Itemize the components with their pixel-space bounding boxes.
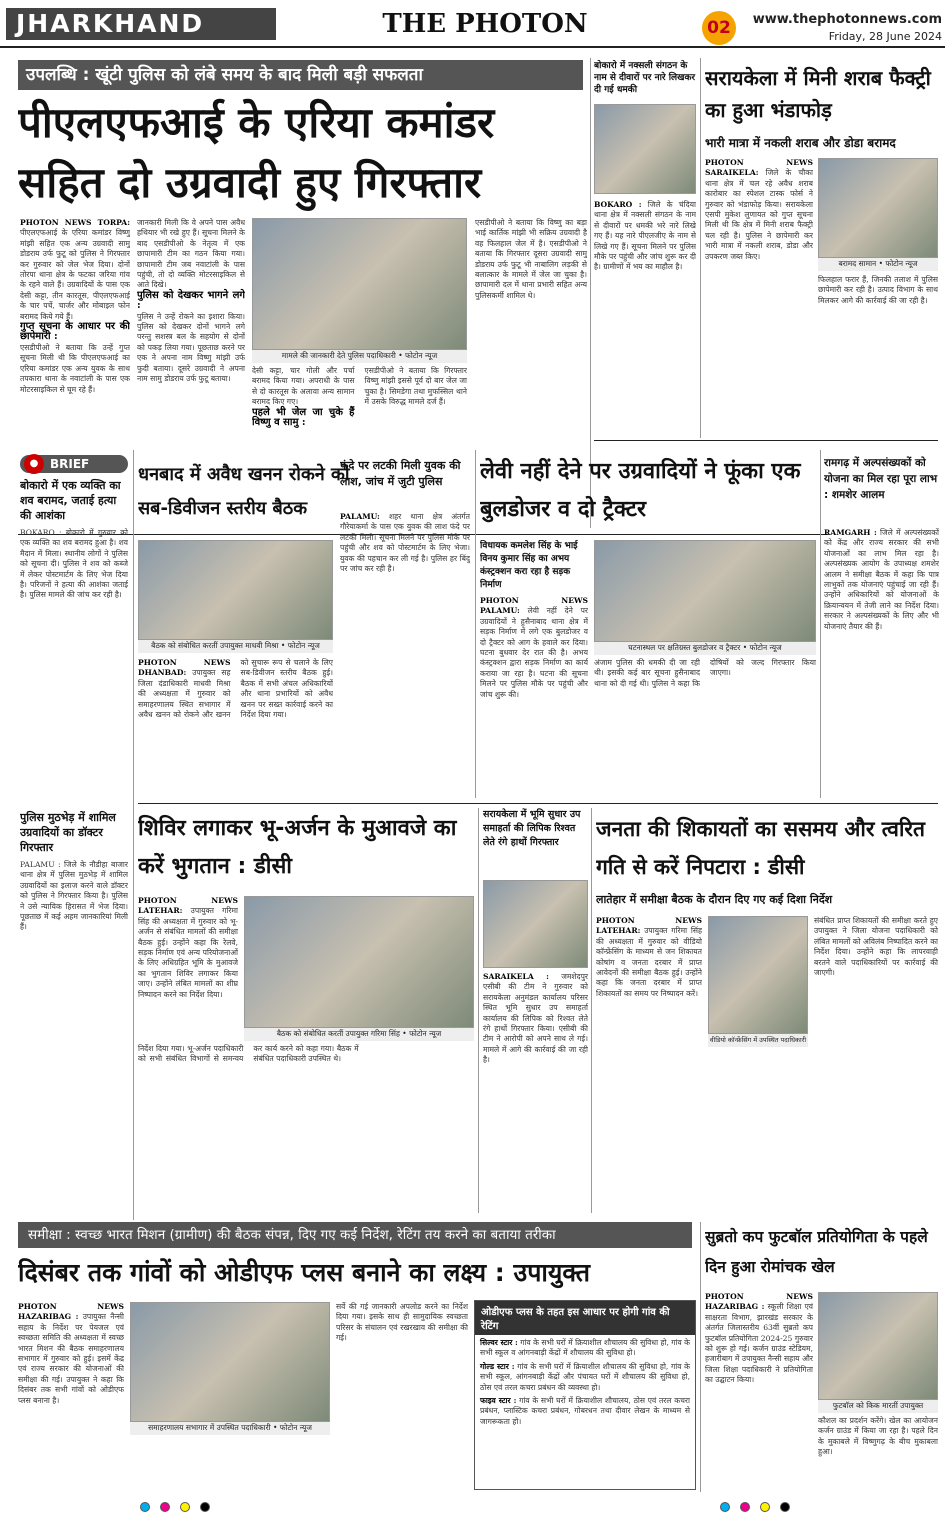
palamu-body-body: शहर थाना क्षेत्र अंतर्गत गौरेयाकर्मा के पास एक युवक की लाश फंदे पर लटकी मिली। सूचना मिलने पर पुलिस मौके पर पहुंची और शव को पोस्टमार्टम के लिए भेजा। युवक की पहचान कर ली गई है। पुलिस हर बिंदु पर जांच कर रही है। [340,512,470,574]
saraikela-body: जिले के चौका थाना क्षेत्र में चल रहे अवैध शराब कारोबार का स्पेशल टास्क फोर्स ने गुरुवार को भंडाफोड़ किया। सरायकेला एसपी मुकेश लुणायत को गुप्त सूचना मिली थी कि क्षेत्र में मिनी शराब फैक्ट्री चल रही है। पुलिस ने छापेमारी कर भारी मात्रा में नकली शराब, डोडा और उपकरण जब्त किए। [705,168,813,261]
grievance-photo-caption: वीडियो कॉन्फ्रेंसिंग में उपस्थित पदाधिकारी [708,1034,808,1047]
odf-photo-caption: समाहरणालय सभागार में उपस्थित पदाधिकारी • फोटोन न्यूज [130,1422,330,1435]
lead-col3b-text: एसडीपीओ ने बताया कि गिरफ्तार विष्णु मांझी इससे पूर्व दो बार जेल जा चुका है। सिमडेगा तथा मुफस्सिल थाने में उसके विरुद्ध मामले दर्ज हैं। [364,366,467,407]
latehar-camp-photo [244,896,474,1028]
saraikela-arrest-body: जमशेदपुर एसीबी की टीम ने गुरुवार को सरायकेला अनुमंडल कार्यालय परिसर स्थित भूमि सुधार उप समाहर्ता कार्यालय की लिपिक को रिश्वत लेते रंगे हाथों गिरफ्तार किया। एसीबी की टीम ने आरोपी को अपने साथ ले गई। मामले में आगे की कार्रवाई की जा रही है। [483,972,588,1065]
latehar-camp-headline: शिविर लगाकर भू-अर्जन के मुआवजे का करें भुगतान : डीसी [138,816,457,879]
magenta-mark [740,1502,750,1512]
rating-text-gold: गांव के सभी घरों में क्रियाशील शौचालय की सुविधा हो, गांव के सभी स्कूल, आंगनबाड़ी केंद्रों और पंचायत घरों में शौचालय की सुविधा हो, ठोस एवं तरल कचरा प्रबंधन की व्यवस्था हो। [480,1361,691,1392]
latehar-camp-body: उपायुक्त गरिमा सिंह की अध्यक्षता में गुरुवार को भू-अर्जन से संबंधित मामलों की समीक्षा बैठक हुई। उन्होंने कहा कि रेलवे, सड़क निर्माण एवं अन्य परियोजनाओं के लिए अधिग्रहित भूमि के मुआवजे का भुगतान शिविर लगाकर किया जाए। उन्होंने लंबित मामलों का शीघ्र निष्पादन करने का निर्देश दिया। [138,906,238,999]
ramgarh-byline: RAMGARH : [824,528,877,537]
football-headline: सुब्रतो कप फुटबॉल प्रतियोगिता के पहले दिन हुआ रोमांचक खेल [705,1228,928,1276]
bokaro-story [594,200,696,380]
divider [820,450,821,798]
dhanbad-byline: PHOTON NEWS DHANBAD: [138,658,231,678]
bokaro-photo [594,104,696,194]
levy-photo [594,540,816,642]
rating-box-body [475,1335,695,1430]
odf-text [18,1302,124,1487]
saraikela-text-2: फिलहाल फरार हैं, जिनकी तलाश में पुलिस छापेमारी कर रही है। उत्पाद विभाग के साथ मिलकर आगे की कार्रवाई की जा रही है। [818,275,938,305]
divider [594,440,938,441]
odf-byline: PHOTON NEWS HAZARIBAG : [18,1302,124,1322]
site-url[interactable]: www.thephotonnews.com [752,12,942,27]
masthead [0,0,945,48]
divider [475,450,476,798]
rating-text-silver: गांव के सभी घरों में क्रियाशील शौचालय की सुविधा हो, गांव के सभी स्कूल व आंगनबाड़ी केंद्रों में शौचालय की सुविधा हो। [480,1338,690,1358]
palamu-body-headline: फंदे पर लटकी मिली युवक की लाश, जांच में जुटी पुलिस [340,459,461,488]
bokaro-byline: BOKARO : [594,200,642,209]
saraikela-arrest-text [483,972,588,1212]
saraikela-photo [818,158,938,258]
rating-item [480,1338,690,1359]
football-text [705,1292,813,1492]
brand-logo: THE PHOTON [382,9,588,39]
odf-text-2: सर्वे की गई जानकारी अपलोड करने का निर्देश दिया गया। इसके साथ ही सामुदायिक स्वच्छता परिसर के संचालन एवं रखरखाव की समीक्षा की गई। [336,1302,468,1343]
ramgarh-body: जिले में अल्पसंख्यकों को केंद्र और राज्य सरकार की सभी योजनाओं का लाभ मिल रहा है। अल्पसंख्यक आयोग के उपाध्यक्ष शमशेर आलम ने समीक्षा बैठक में कहा कि पात्र लाभुकों तक योजनाएं पहुंचाई जा रही हैं। उन्होंने अधिकारियों को योजनाओं के क्रियान्वयन में तेजी लाने का निर्देश दिया। सरकार ने अल्पसंख्यकों के लिए और भी योजनाएं तैयार की हैं। [824,528,939,631]
black-mark [200,1502,210,1512]
lead-subhead-1: गुप्त सूचना के आधार पर की छापेमारी : [20,321,130,343]
grievance-headline: जनता की शिकायतों का ससमय और त्वरित गति से करें निपटारा : डीसी [596,817,925,879]
lead-photo-caption: मामले की जानकारी देते पुलिस पदाधिकारी • फोटोन न्यूज [252,350,467,363]
page-number: 02 [702,11,736,45]
brief-headline-1: बोकारो में एक व्यक्ति का शव बरामद, जताई हत्या की आशंका [20,479,121,522]
football-body: स्कूली शिक्षा एवं साक्षरता विभाग, झारखंड सरकार के अंतर्गत जिलास्तरीय 63वीं सुब्रतो कप फुटबॉल प्रतियोगिता 2024-25 गुरुवार को शुरू हो गई। कर्जन ग्राउंड स्टेडियम, हजारीबाग में उपायुक्त नैन्सी सहाय और जिला शिक्षा पदाधिकारी ने प्रतियोगिता का उद्घाटन किया। [705,1302,813,1385]
ramgarh-text [824,528,939,798]
lead-subhead-3: पहले भी जेल जा चुके हैं विष्णु व सामु : [252,406,355,429]
lead-col2b-text: पुलिस ने उन्हें रोकने का इशारा किया। पुलिस को देखकर दोनों भागने लगे परन्तु सशस्त्र बल के सहयोग से दोनों को पकड़ लिया गया। पूछताछ करने पर एक ने अपना नाम विष्णु मांझी उर्फ फुदी बताया। दूसरे उग्रवादी ने अपना नाम सामु डोडराय उर्फ फुटू बताया। [137,311,245,384]
rating-box-title: ओडीएफ प्लस के तहत इस आधार पर होगी गांव की रेटिंग [475,1301,695,1335]
levy-byline: PHOTON NEWS PALAMU: [480,596,588,616]
divider [138,803,938,804]
brief-text-1: BOKARO : बोकारो में गुरुवार को एक व्यक्ति का शव बरामद हुआ है। शव मैदान में मिला। स्थानीय लोगों ने पुलिस को सूचना दी। पुलिस ने शव को कब्जे में लेकर पोस्टमार्टम के लिए भेज दिया है। परिजनों ने हत्या की आशंका जताई है। पुलिस मामले की जांच कर रही है। [20,528,128,600]
lead-photo [252,218,467,350]
levy-headline: लेवी नहीं देने पर उग्रवादियों ने फूंका एक बुलडोजर व दो ट्रैक्टर [480,459,801,522]
dhanbad-photo [138,540,333,640]
lead-col1b-text: एसडीपीओ ने बताया कि उन्हें गुप्त सूचना मिली थी कि पीएलएफआई का एरिया कमांडर एक अन्य युवक के साथ तपकारा थाना के नवाटांली के पास एक मोटरसाइकिल से घूम रहे हैं। [20,342,130,394]
bokaro-photo-caption: बोकारो में नक्सली संगठन के नाम से दीवारों पर नारे लिखकर दी गई धमकी [594,61,696,95]
lead-kicker: उपलब्धि : खूंटी पुलिस को लंबे समय के बाद मिली बड़ी सफलता [18,60,583,90]
rating-item [480,1396,690,1427]
lead-subhead-2: पुलिस को देखकर भागने लगे : [137,289,245,312]
ramgarh-headline: रामगढ़ में अल्पसंख्यकों को योजना का मिल रहा पूरा लाभ : शमशेर आलम [824,457,938,501]
saraikela-headline: सरायकेला में मिनी शराब फैक्ट्री का हुआ भंडाफोड़ [705,66,931,122]
lead-headline-2: सहित दो उग्रवादी हुए गिरफ्तार [18,158,482,207]
lead-col2-text: जानकारी मिली कि वे अपने पास अवैध हथियार भी रखे हुए हैं। सूचना मिलने के बाद एसडीपीओ के नेतृत्व में एक छापामारी टीम का गठन किया गया। छापामारी टीम जब नवाटांली के पास पहुंची, तो दो व्यक्ति मोटरसाइकिल से आते दिखे। [137,218,245,290]
divider [478,808,479,1213]
football-photo [818,1292,938,1400]
lead-headline-1: पीएलएफआई के एरिया कमांडर [18,98,495,147]
levy-text-2: अंजाम पुलिस की धमकी दी जा रही थी। इसकी कई बार सूचना हुसैनाबाद थाना को दी गई थी। पुलिस ने कहा कि दोषियों को जल्द गिरफ्तार किया जाएगा। [594,658,816,688]
print-registration-marks [0,1500,945,1516]
divider [700,1222,701,1492]
brief-text-2: PALAMU : जिले के नौडीहा बाजार थाना क्षेत्र में पुलिस मुठभेड़ में शामिल उग्रवादियों का इलाज करने वाले डॉक्टर को पुलिस ने गिरफ्तार किया है। पुलिस ने उसे न्यायिक हिरासत में भेज दिया। पूछताछ में कई अहम जानकारियां मिली हैं। [20,860,128,932]
rating-item [480,1362,690,1393]
saraikela-arrest-byline: SARAIKELA : [483,972,549,981]
saraikela-photo-caption: बरामद सामान • फोटोन न्यूज [818,258,938,271]
odf-photo [130,1302,330,1422]
dhanbad-headline: धनबाद में अवैध खनन रोकने को सब-डिवीजन स्तरीय बैठक [138,464,350,519]
yellow-mark [760,1502,770,1512]
brief-news-label: BRIEF [20,455,128,473]
dhanbad-photo-caption: बैठक को संबोधित करतीं उपायुक्त माधवी मिश्रा • फोटोन न्यूज [138,640,333,653]
region-label: JHARKHAND [6,8,276,40]
brief-news-icon: ● [24,454,44,474]
odf-body: उपायुक्त नैन्सी सहाय के निर्देश पर पेयजल एवं स्वच्छता समिति की अध्यक्षता में स्वच्छ भारत मिशन की बैठक समाहरणालय सभागार में गुरुवार को हुई। इसमें केंद्र एवं राज्य सरकार की योजनाओं की समीक्षा की गई। उपायुक्त ने कहा कि दिसंबर तक सभी गांवों को ओडीएफ प्लस बनाना है। [18,1312,124,1405]
saraikela-byline: PHOTON NEWS SARAIKELA: [705,158,813,178]
rating-label-silver: सिल्वर स्टार : [480,1338,518,1347]
issue-date: Friday, 28 June 2024 [828,30,942,43]
saraikela-arrest-photo [483,880,588,968]
divider [700,58,701,438]
odf-headline: दिसंबर तक गांवों को ओडीएफ प्लस बनाने का लक्ष्य : उपायुक्त [18,1258,591,1287]
levy-body: लेवी नहीं देने पर उग्रवादियों ने हुसैनाबाद थाना क्षेत्र में सड़क निर्माण में लगे एक बुलडोजर व दो ट्रैक्टर को आग के हवाले कर दिया। घटना बुधवार देर रात की है। अभय कंस्ट्रक्शन द्वारा सड़क निर्माण का कार्य कराया जा रहा है। घटना की सूचना मिलने पर पुलिस मौके पर पहुंची और जांच शुरू की। [480,606,588,699]
levy-bullet: विधायक कमलेश सिंह के भाई विनय कुमार सिंह का अभय कंस्ट्रक्शन करा रहा है सड़क निर्माण [480,541,578,590]
latehar-camp-text [138,896,238,1026]
grievance-photo [708,916,808,1034]
rating-box [474,1300,696,1490]
lead-col3-text: देसी कट्टा, चार गोली और पर्चा बरामद किया गया। अपराधी के पास से दो कारतूस के अलावा अन्य सामान बरामद किए गए। [252,366,355,407]
levy-text [480,596,588,798]
grievance-text [596,916,702,1213]
palamu-body-byline: PALAMU: [340,512,380,521]
bokaro-text: जिले के चंदिया थाना क्षेत्र में नक्सली संगठन के नाम से दीवारों पर धमकी भरे नारे लिखे गए हैं। यह नारे पीएलजीए के नाम से लिखे गए हैं। सूचना मिलने पर पुलिस मौके पर पहुंची और जांच शुरू कर दी है। ग्रामीणों में भय का माहौल है। [594,200,696,272]
divider [133,450,134,1220]
levy-photo-caption: घटनास्थल पर क्षतिग्रस्त बुलडोजर व ट्रैक्टर • फोटोन न्यूज [594,642,816,655]
yellow-mark [180,1502,190,1512]
saraikela-subhead: भारी मात्रा में नकली शराब और डोडा बरामद [705,136,896,150]
grievance-body: उपायुक्त गरिमा सिंह की अध्यक्षता में गुरुवार को वीडियो कॉन्फ्रेंसिंग के माध्यम से जन शिकायत कोषांग व जनता दरबार में प्राप्त आवेदनों की समीक्षा बैठक हुई। उन्होंने कहा कि जनता दरबार में प्राप्त शिकायतों का समय पर निष्पादन करें। [596,926,702,998]
divider [591,808,592,1213]
rating-label-five-star: फाइव स्टार : [480,1396,517,1406]
saraikela-text [705,158,813,398]
football-photo-caption: फुटबॉल को किक मारतीं उपायुक्त [818,1400,938,1413]
latehar-camp-text-2: निर्देश दिया गया। भू-अर्जन पदाधिकारी को सभी संबंधित विभागों से समन्वय कर कार्य करने को कहा गया। बैठक में संबंधित पदाधिकारी उपस्थित थे। [138,1044,359,1064]
rating-label-gold: गोल्ड स्टार : [480,1361,515,1371]
football-byline: PHOTON NEWS HAZARIBAG : [705,1292,813,1312]
black-mark [780,1502,790,1512]
cyan-mark [720,1502,730,1512]
grievance-byline: PHOTON NEWS LATEHAR: [596,916,702,936]
grievance-subhead: लातेहार में समीक्षा बैठक के दौरान दिए गए कई दिशा निर्देश [596,893,833,906]
magenta-mark [160,1502,170,1512]
brief-headline-2: पुलिस मुठभेड़ में शामिल उग्रवादियों का डॉक्टर गिरफ्तार [20,811,116,854]
palamu-body-text [340,512,470,797]
review-banner: समीक्षा : स्वच्छ भारत मिशन (ग्रामीण) की बैठक संपन्न, दिए गए कई निर्देश, रेटिंग तय करने का बताया तरीका [18,1222,692,1248]
lead-col1-text: पीएलएफआई के एरिया कमांडर विष्णु मांझी सहित एक अन्य उग्रवादी सामु डोडराय उर्फ फुटू को पुलिस ने गिरफ्तार कर गुरुवार को जेल भेज दिया। दोनों तोरपा थाना क्षेत्र के फटका जरिया गांव के रहने वाले हैं। उग्रवादियों के पास एक देसी कट्टा, तीन कारतूस, पीएलएफआई के चार पर्चे, चार्जर और मोबाइल फोन बरामद किये गये हैं। [20,228,130,321]
dhanbad-body: उपायुक्त सह जिला दंडाधिकारी माधवी मिश्रा की अध्यक्षता में गुरुवार को समाहरणालय स्थित सभागार में अवैध खनन को रोकने और खनन को सुचारू रूप से चलाने के लिए सब-डिवीजन स्तरीय बैठक हुई। बैठक में सभी अंचल अधिकारियों और थाना प्रभारियों को अवैध खनन पर सख्त कार्रवाई करने का निर्देश दिया गया। [138,658,333,720]
grievance-text-2: संबंधित प्राप्त शिकायतों की समीक्षा करते हुए उपायुक्त ने जिला योजना पदाधिकारी को लंबित मामलों को अविलंब निष्पादित करने का निर्देश दिया। उन्होंने कहा कि लापरवाही बरतने वाले पदाधिकारियों पर कार्रवाई की जाएगी। [814,916,938,978]
lead-col4-text: एसडीपीओ ने बताया कि विष्णु का बड़ा भाई कार्तिक मांझी भी सक्रिय उग्रवादी है वह फिलहाल जेल में है। एसडीपीओ ने बताया कि गिरफ्तार दूसरा उग्रवादी सामु डोडराय उर्फ फुटू भी नाबालिग लड़की से बलात्कार के मामले में जेल जा चुका है। छापामारी दल में थाना प्रभारी सहित अन्य पुलिसकर्मी शामिल थे। [475,218,587,300]
football-text-2: कौशल का प्रदर्शन करेंगे। खेल का आयोजन कर्जन ग्राउंड में किया जा रहा है। पहले दिन के मुकाबले में विष्णुगढ़ के बीच मुकाबला हुआ। [818,1416,938,1457]
latehar-camp-byline: PHOTON NEWS LATEHAR: [138,896,238,916]
latehar-camp-photo-caption: बैठक को संबोधित करतीं उपायुक्त गरिमा सिंह • फोटोन न्यूज [244,1028,474,1041]
saraikela-arrest-headline: सरायकेला में भूमि सुधार उप समाहर्ता की लिपिक रिश्वत लेते रंगे हाथों गिरफ्तार [483,809,581,848]
rating-text-five-star: गांव के सभी घरों में क्रियाशील शौचालय, ठोस एवं तरल कचरा प्रबंधन, प्लास्टिक कचरा प्रबंधन, गोबरधन तथा दीवार लेखन के माध्यम से जागरूकता हो। [480,1396,690,1426]
lead-byline: PHOTON NEWS TORPA: [20,218,130,227]
cyan-mark [140,1502,150,1512]
dhanbad-text [138,658,333,798]
